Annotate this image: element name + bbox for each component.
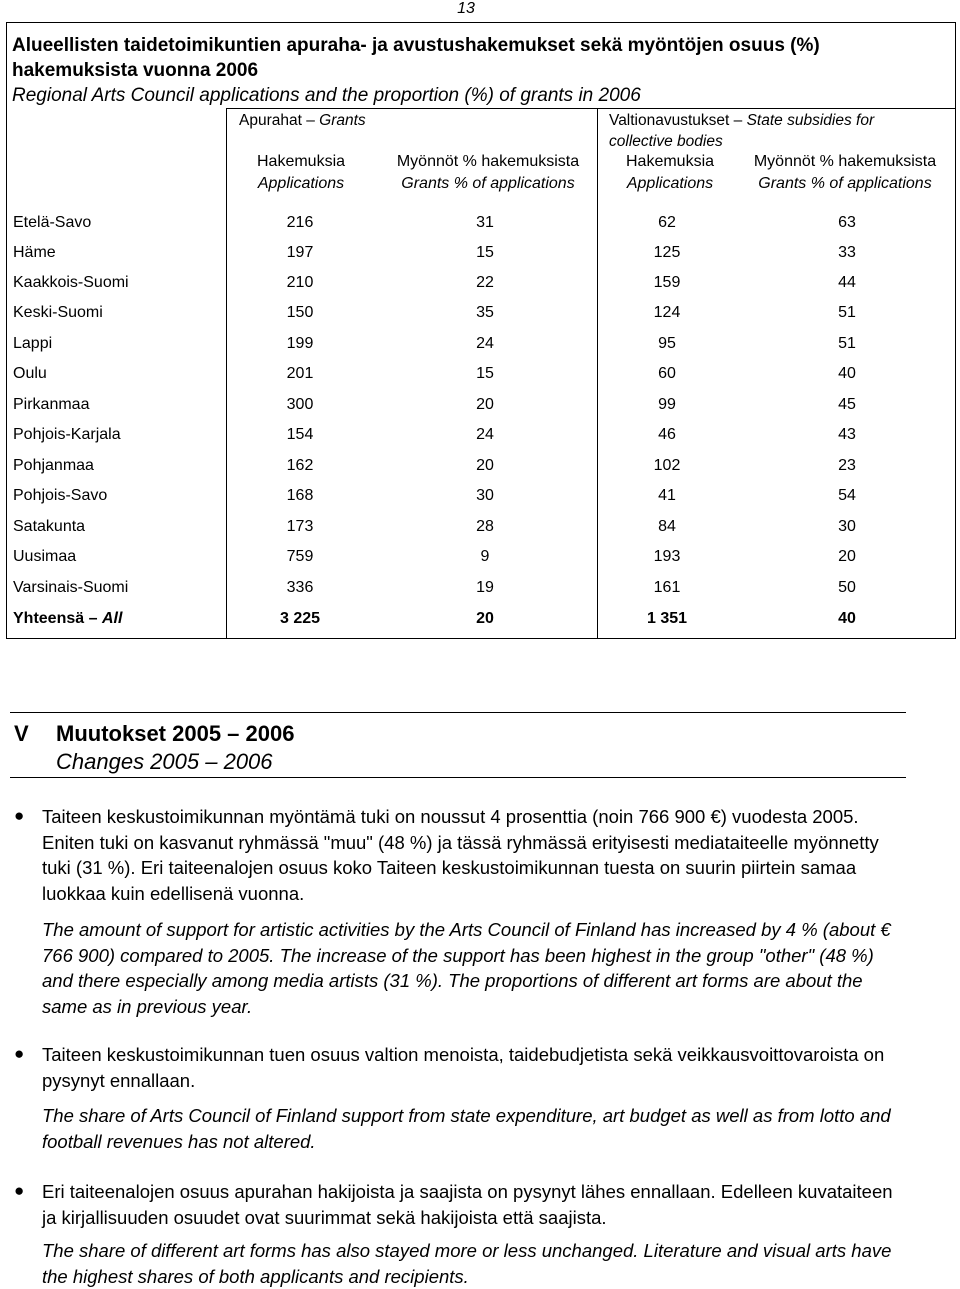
col-header-applications-subsidies: Hakemuksia Applications bbox=[625, 153, 715, 192]
table-row bbox=[7, 396, 955, 426]
cell-grants-pct: 19 bbox=[476, 579, 494, 596]
table-title bbox=[12, 33, 942, 108]
table-header-rule bbox=[226, 108, 956, 109]
region-name: Uusimaa bbox=[13, 548, 77, 565]
section-numeral: V bbox=[14, 721, 29, 746]
grants-table bbox=[6, 22, 956, 639]
section-subtitle: Changes 2005 – 2006 bbox=[56, 749, 273, 774]
cell-applications: 168 bbox=[286, 487, 314, 504]
table-row bbox=[7, 365, 955, 395]
total-applications: 3 225 bbox=[279, 610, 321, 627]
cell-subsidy-applications: 125 bbox=[653, 244, 681, 261]
table-row bbox=[7, 487, 955, 517]
table-row bbox=[7, 548, 955, 578]
bullet-icon: ● bbox=[14, 1181, 25, 1200]
region-name: Kaakkois-Suomi bbox=[13, 274, 129, 291]
region-name: Varsinais-Suomi bbox=[13, 579, 129, 596]
bullet-3-fi: Eri taiteenalojen osuus apurahan hakijoista ja saajista on pysynyt lähes ennallaan. Edelleen kuvataiteen ja kirjallisuuden osuudet ovat suurimmat sekä hakijoista että saajista. bbox=[42, 1181, 893, 1228]
cell-applications: 759 bbox=[286, 548, 314, 565]
table-row bbox=[7, 244, 955, 274]
cell-grants-pct: 31 bbox=[476, 214, 494, 231]
table-row bbox=[7, 335, 955, 365]
group-header-subsidies: Valtionavustukset – State subsidies for collective bodies bbox=[609, 112, 875, 150]
cell-subsidy-applications: 46 bbox=[658, 426, 676, 443]
cell-subsidy-applications: 161 bbox=[653, 579, 681, 596]
bullet-2-fi: Taiteen keskustoimikunnan tuen osuus valtion menoista, taidebudjetista sekä veikkausvoittovaroista on pysynyt ennallaan. bbox=[42, 1044, 885, 1091]
col-header-subsidies-pct: Myönnöt % hakemuksista Grants % of applications bbox=[753, 153, 937, 192]
cell-grants-pct: 35 bbox=[476, 304, 494, 321]
table-row bbox=[7, 457, 955, 487]
cell-grants-pct: 28 bbox=[476, 518, 494, 535]
cell-grants-pct: 20 bbox=[476, 396, 494, 413]
cell-subsidy-applications: 41 bbox=[658, 487, 676, 504]
table-row bbox=[7, 579, 955, 609]
cell-subsidy-pct: 44 bbox=[838, 274, 856, 291]
cell-subsidy-pct: 30 bbox=[838, 518, 856, 535]
table-row bbox=[7, 214, 955, 244]
cell-grants-pct: 30 bbox=[476, 487, 494, 504]
table-row bbox=[7, 518, 955, 548]
cell-applications: 210 bbox=[286, 274, 314, 291]
region-name: Pohjois-Karjala bbox=[13, 426, 121, 443]
cell-applications: 199 bbox=[286, 335, 314, 352]
total-grants-pct: 20 bbox=[476, 610, 494, 627]
region-name: Satakunta bbox=[13, 518, 86, 535]
cell-grants-pct: 24 bbox=[476, 426, 494, 443]
cell-subsidy-pct: 33 bbox=[838, 244, 856, 261]
section-top-rule bbox=[10, 712, 906, 713]
total-subsidy-pct: 40 bbox=[838, 610, 856, 627]
cell-applications: 216 bbox=[286, 214, 314, 231]
region-name: Pohjanmaa bbox=[13, 457, 94, 474]
cell-applications: 336 bbox=[286, 579, 314, 596]
cell-applications: 173 bbox=[286, 518, 314, 535]
total-label: Yhteensä – All bbox=[13, 610, 123, 627]
cell-grants-pct: 15 bbox=[476, 244, 494, 261]
table-title-en: Regional Arts Council applications and the proportion (%) of grants in 2006 bbox=[12, 85, 641, 106]
cell-applications: 300 bbox=[286, 396, 314, 413]
cell-subsidy-pct: 51 bbox=[838, 335, 856, 352]
table-title-fi: Alueellisten taidetoimikuntien apuraha- ja avustushakemukset sekä myöntöjen osuus (%) hakemuksista vuonna 2006 bbox=[12, 35, 820, 81]
bullet-3-en: The share of different art forms has also stayed more or less unchanged. Literature and visual arts have the highest shares of both applicants and recipients. bbox=[42, 1240, 892, 1287]
page-number: 13 bbox=[457, 0, 475, 17]
region-name: Häme bbox=[13, 244, 56, 261]
cell-grants-pct: 20 bbox=[476, 457, 494, 474]
cell-applications: 150 bbox=[286, 304, 314, 321]
section-bottom-rule bbox=[10, 777, 906, 778]
bullet-1-en: The amount of support for artistic activities by the Arts Council of Finland has increased by 4 % (about € 766 900) compared to 2005. The increase of the support has been highest in the group "other" (48 %) and there especially among media artists (31 %). The proportions of different art forms are about the same as in previous year. bbox=[42, 919, 891, 1017]
cell-subsidy-applications: 159 bbox=[653, 274, 681, 291]
cell-subsidy-applications: 102 bbox=[653, 457, 681, 474]
cell-subsidy-applications: 95 bbox=[658, 335, 676, 352]
cell-grants-pct: 24 bbox=[476, 335, 494, 352]
cell-subsidy-applications: 62 bbox=[658, 214, 676, 231]
table-total-row bbox=[7, 610, 955, 640]
cell-subsidy-pct: 40 bbox=[838, 365, 856, 382]
region-name: Lappi bbox=[13, 335, 53, 352]
bullet-2-en: The share of Arts Council of Finland support from state expenditure, art budget as well as from lotto and football revenues has not altered. bbox=[42, 1105, 891, 1152]
total-subsidy-applications: 1 351 bbox=[646, 610, 688, 627]
cell-subsidy-pct: 20 bbox=[838, 548, 856, 565]
cell-subsidy-pct: 43 bbox=[838, 426, 856, 443]
bullet-1-fi: Taiteen keskustoimikunnan myöntämä tuki on noussut 4 prosenttia (noin 766 900 €) vuodesta 2005. Eniten tuki on kasvanut ryhmässä "muu" (48 %) ja tässä ryhmässä erityisesti mediataiteelle myönnetty tuki (31 %). Eri taiteenalojen osuus koko Taiteen keskustoimikunnan tuesta on suurin piirtein samaa luokkaa kuin edellisenä vuonna. bbox=[42, 806, 879, 904]
cell-subsidy-pct: 54 bbox=[838, 487, 856, 504]
cell-applications: 197 bbox=[286, 244, 314, 261]
cell-applications: 162 bbox=[286, 457, 314, 474]
cell-subsidy-applications: 193 bbox=[653, 548, 681, 565]
cell-grants-pct: 9 bbox=[480, 548, 490, 565]
cell-grants-pct: 22 bbox=[476, 274, 494, 291]
region-name: Keski-Suomi bbox=[13, 304, 103, 321]
group-header-grants: Apurahat – Grants bbox=[239, 112, 366, 129]
cell-subsidy-applications: 99 bbox=[658, 396, 676, 413]
cell-subsidy-applications: 60 bbox=[658, 365, 676, 382]
cell-applications: 201 bbox=[286, 365, 314, 382]
cell-subsidy-applications: 124 bbox=[653, 304, 681, 321]
bullet-icon: ● bbox=[14, 1044, 25, 1063]
region-name: Pirkanmaa bbox=[13, 396, 90, 413]
col-header-applications-grants: Hakemuksia Applications bbox=[256, 153, 346, 192]
cell-applications: 154 bbox=[286, 426, 314, 443]
section-title: Muutokset 2005 – 2006 bbox=[56, 721, 295, 746]
cell-subsidy-pct: 45 bbox=[838, 396, 856, 413]
table-row bbox=[7, 274, 955, 304]
cell-subsidy-pct: 23 bbox=[838, 457, 856, 474]
table-row bbox=[7, 304, 955, 334]
region-name: Oulu bbox=[13, 365, 47, 382]
region-name: Pohjois-Savo bbox=[13, 487, 108, 504]
cell-subsidy-applications: 84 bbox=[658, 518, 676, 535]
cell-subsidy-pct: 50 bbox=[838, 579, 856, 596]
col-header-grants-pct: Myönnöt % hakemuksista Grants % of applications bbox=[396, 153, 580, 192]
region-name: Etelä-Savo bbox=[13, 214, 92, 231]
cell-subsidy-pct: 63 bbox=[838, 214, 856, 231]
bullet-icon: ● bbox=[14, 806, 25, 825]
table-row bbox=[7, 426, 955, 456]
cell-subsidy-pct: 51 bbox=[838, 304, 856, 321]
cell-grants-pct: 15 bbox=[476, 365, 494, 382]
